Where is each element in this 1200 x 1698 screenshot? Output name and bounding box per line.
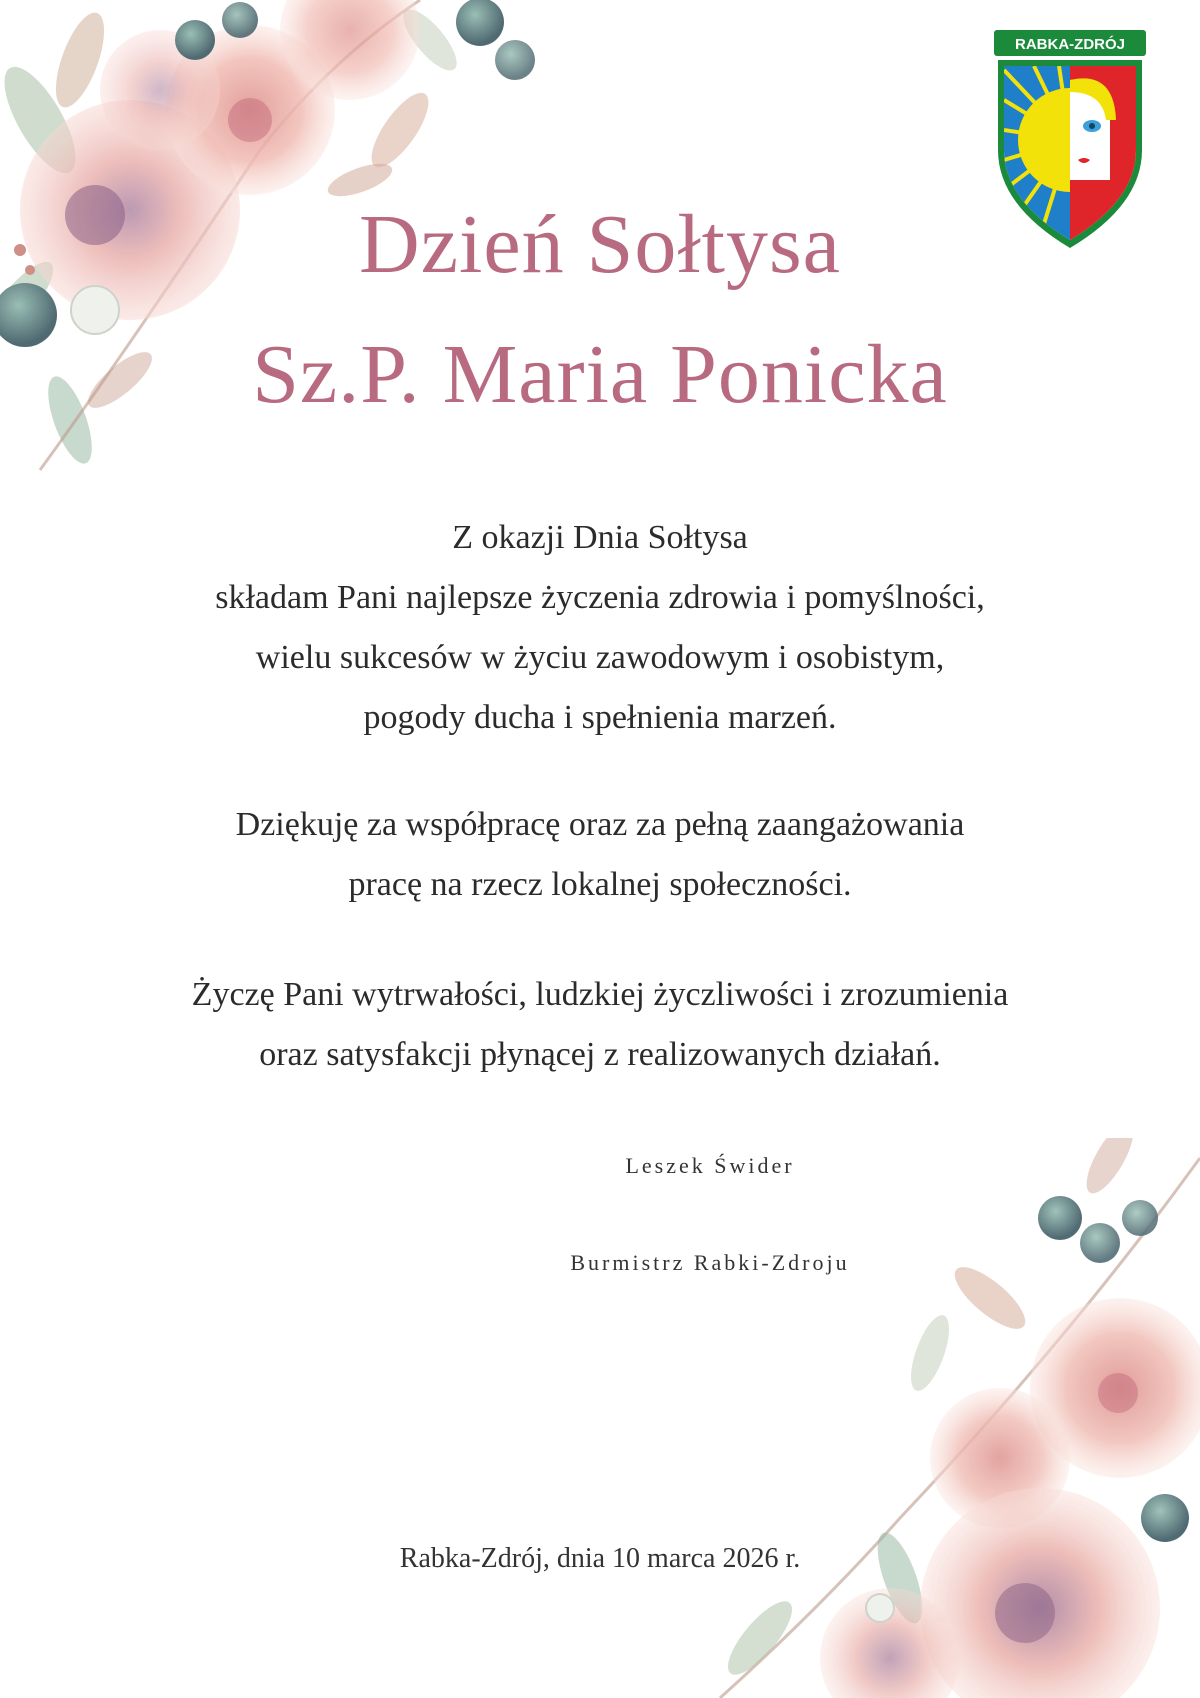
- text-line: Z okazji Dnia Sołtysa: [452, 519, 748, 556]
- greeting-paragraph-1: [40, 508, 1160, 748]
- page-title-recipient: Sz.P. Maria Ponicka: [252, 328, 948, 421]
- text-line: wielu sukcesów w życiu zawodowym i osobistym,: [255, 639, 945, 676]
- greeting-paragraph-3: [40, 965, 1160, 1085]
- floral-decoration-bottom-right: [640, 1138, 1200, 1698]
- text-line: pracę na rzecz lokalnej społeczności.: [348, 866, 852, 903]
- page-title-occasion: Dzień Sołtysa: [359, 198, 841, 291]
- place-and-date: Rabka-Zdrój, dnia 10 marca 2026 r.: [399, 1543, 801, 1574]
- signature-name: Leszek Świder: [625, 1153, 795, 1178]
- crest-label: RABKA-ZDRÓJ: [1015, 36, 1125, 53]
- text-line: Życzę Pani wytrwałości, ludzkiej życzliwości i zrozumienia: [191, 976, 1009, 1013]
- text-line: składam Pani najlepsze życzenia zdrowia i pomyślności,: [215, 579, 985, 616]
- signature-role: Burmistrz Rabki-Zdroju: [570, 1250, 850, 1275]
- text-line: pogody ducha i spełnienia marzeń.: [363, 699, 837, 736]
- greeting-paragraph-2: [40, 795, 1160, 915]
- text-line: Dziękuję za współpracę oraz za pełną zaangażowania: [235, 806, 965, 843]
- text-line: oraz satysfakcji płynącej z realizowanych działań.: [259, 1036, 941, 1073]
